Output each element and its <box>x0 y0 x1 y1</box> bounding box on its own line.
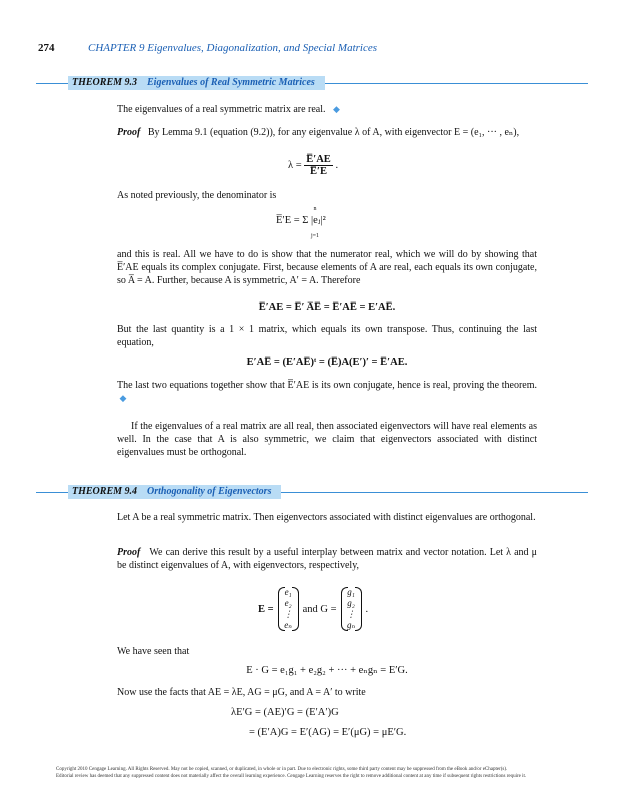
equation-lambda-lhs: λ = <box>288 159 302 171</box>
diamond-icon: ◆ <box>119 393 127 403</box>
equation-lambda <box>288 154 338 177</box>
facts-text-line: Now use the facts that AE = λE, AG = μG, and A = A′ to write <box>117 687 366 698</box>
paren-right <box>292 587 299 631</box>
seen-text-line: We have seen that <box>117 646 190 657</box>
matrix-and-label: and G = <box>302 603 337 615</box>
theorem-banner-9-4 <box>36 485 588 499</box>
equation-lambda-end: . <box>335 159 339 171</box>
matrix-cell: ⋮ <box>283 609 293 619</box>
paragraph-transpose-text: But the last quantity is a 1 × 1 matrix, which equals its own transpose. Thus, continuing the last equation, <box>117 324 537 348</box>
paragraph-transpose <box>117 323 537 349</box>
equation-dot-product: E · G = e₁g₁ + e₂g₂ + ··· + eₙgₙ = E′G. <box>246 665 408 676</box>
page-number: 274 <box>38 42 55 54</box>
paren-right <box>355 587 362 631</box>
proof-intro-text: By Lemma 9.1 (equation (9.2)), for any eigenvalue λ of A, with eigenvector E = (e₁, ··· , eₙ), <box>147 127 520 138</box>
proof-label: Proof <box>117 547 141 558</box>
matrix-cell: gₙ <box>346 620 356 630</box>
equation-line-2: = (E′A)G = E′(AG) = E′(μG) = μE′G. <box>249 727 407 738</box>
matrix-cell: eₙ <box>284 620 292 630</box>
sum-lower-limit: j=1 <box>310 233 320 239</box>
theorem-statement <box>117 511 537 524</box>
matrix-e <box>278 587 299 631</box>
theorem-statement-text: Let A be a real symmetric matrix. Then eigenvectors associated with distinct eigenvalues are orthogonal. <box>117 512 536 523</box>
denominator-text <box>117 189 537 202</box>
proof-intro <box>117 126 537 139</box>
theorem-banner-9-3 <box>36 76 588 90</box>
transition-paragraph-text: If the eigenvalues of a real matrix are all real, then associated eigenvectors will have real elements as well. In the case that A is also symmetric, we claim that eigenvectors associated with distinct eigenvalues must be orthogonal. <box>117 421 537 458</box>
fraction <box>304 154 333 177</box>
paren-left <box>341 587 348 631</box>
theorem-label-box <box>68 485 281 499</box>
matrix-cell: g₁ <box>347 587 355 597</box>
equation-matrices <box>258 578 368 640</box>
facts-text <box>117 686 537 699</box>
theorem-name: Orthogonality of Eigenvectors <box>147 486 272 497</box>
matrix-g <box>341 587 362 631</box>
matrix-cell: ⋮ <box>346 609 356 619</box>
denominator-text-line: As noted previously, the denominator is <box>117 190 277 201</box>
matrix-e-label: E = <box>258 603 274 615</box>
copyright-line-2: Editorial review has deemed that any suppressed content does not materially affect the overall learning experience. Cengage Learning reserves the right to remove additional content at any time if subsequent rights restrictions require it. <box>56 774 527 779</box>
paragraph-real-text: and this is real. All we have to do is show that the numerator real, which we will do by showing that E̅′AE equals its complex conjugate. First, because elements of A are real, each equals its own conjugate, so A̅ = A. Further, because A is symmetric, A′ = A. Therefore <box>117 249 537 286</box>
proof-conclusion-text: The last two equations together show that E̅′AE is its own conjugate, hence is real, proving the theorem. <box>117 380 537 391</box>
equation-transpose: E′AE̅ = (E′AE̅)ᵗ = (E̅)A(E′)′ = E̅′AE. <box>246 357 408 368</box>
chapter-title: CHAPTER 9 Eigenvalues, Diagonalization, and Special Matrices <box>88 42 378 54</box>
equation-line-1: λE′G = (AE)′G = (E′A′)G <box>231 707 339 718</box>
seen-text <box>117 645 537 658</box>
proof-label: Proof <box>117 127 141 138</box>
equation-conjugate: E̅′AE = E̅′ A̅E̅ = E̅′AE̅ = E′AE̅. <box>258 302 396 313</box>
matrix-end: . <box>365 603 369 615</box>
paragraph-real <box>117 248 537 287</box>
copyright-line-1: Copyright 2010 Cengage Learning. All Rights Reserved. May not be copied, scanned, or duplicated, in whole or in part. Due to electronic rights, some third party content may be suppressed from the eBook and/or eChapter(s). <box>56 767 508 772</box>
proof-conclusion <box>117 379 537 405</box>
theorem-statement-text: The eigenvalues of a real symmetric matrix are real. <box>117 104 326 115</box>
matrix-cell: g₂ <box>347 598 355 608</box>
theorem-name: Eigenvalues of Real Symmetric Matrices <box>147 77 315 88</box>
transition-paragraph <box>117 420 537 459</box>
fraction-numerator: E̅′AE <box>306 154 331 165</box>
fraction-denominator: E̅′E <box>310 166 328 177</box>
matrix-cell: e₁ <box>284 587 292 597</box>
theorem-statement <box>117 103 537 116</box>
theorem-number: THEOREM 9.3 <box>72 77 138 88</box>
sum-upper-limit: n <box>313 206 317 212</box>
proof-intro <box>117 546 537 572</box>
theorem-number: THEOREM 9.4 <box>72 486 138 497</box>
theorem-label-box <box>68 76 325 90</box>
paren-left <box>278 587 285 631</box>
equation-denominator: E̅′E = Σ |eⱼ|² <box>276 215 326 226</box>
matrix-cell: e₂ <box>284 598 292 608</box>
diamond-icon: ◆ <box>333 104 340 114</box>
proof-intro-text: We can derive this result by a useful interplay between matrix and vector notation. Let λ and μ be distinct eigenvalues of A, with eigenvectors, respectively, <box>117 547 537 571</box>
